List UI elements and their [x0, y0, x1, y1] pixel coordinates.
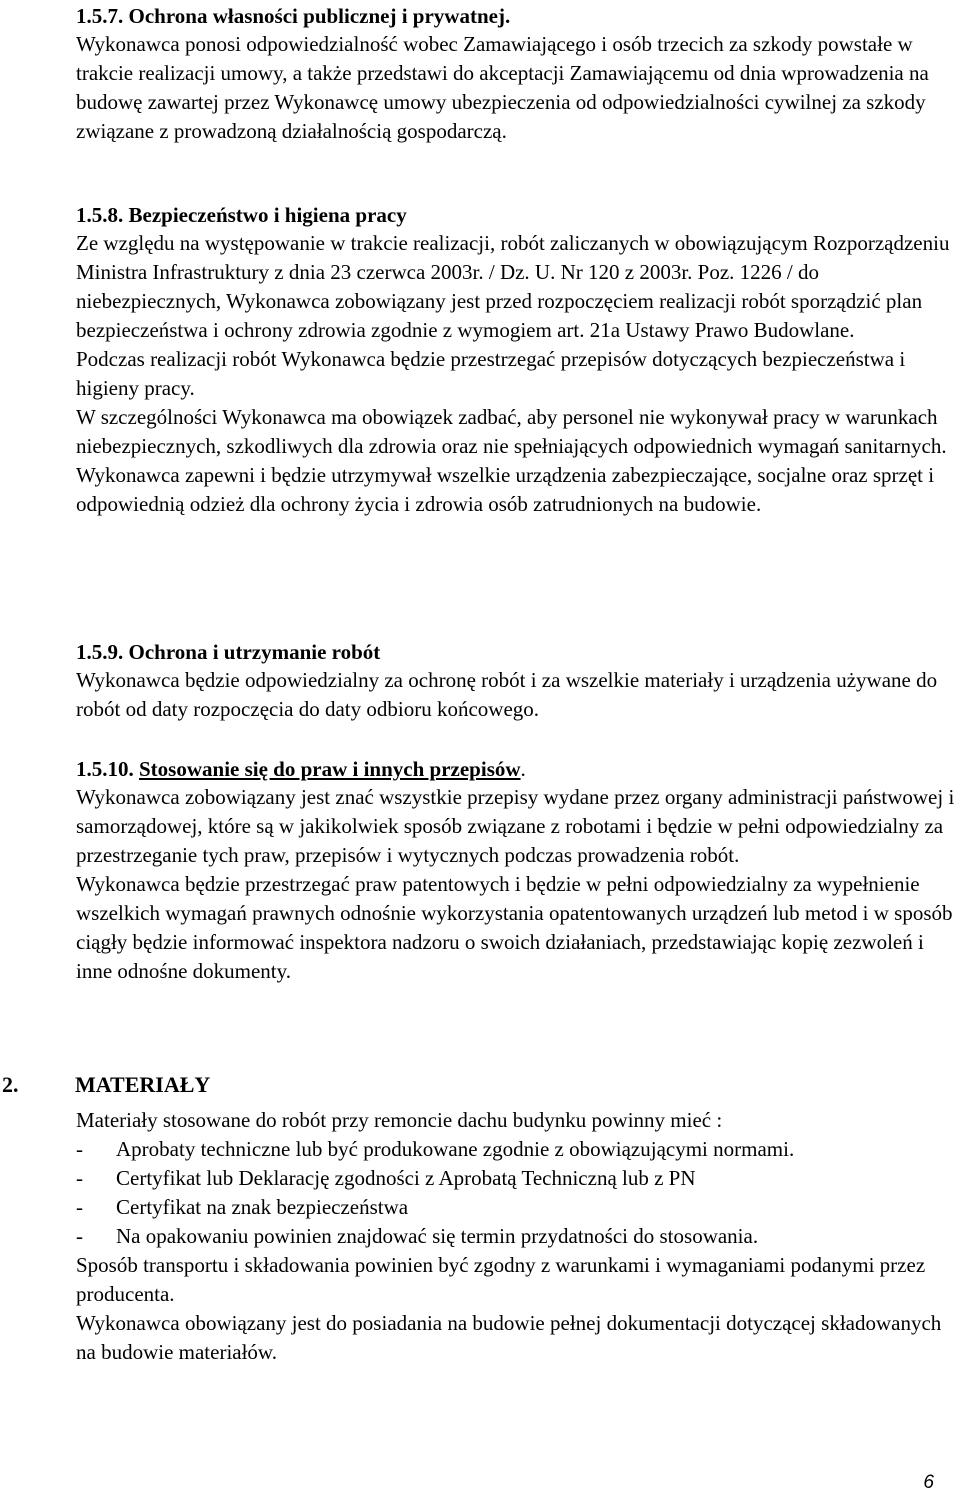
section-heading-tail: . [520, 757, 526, 781]
section-1-5-8 [76, 201, 958, 519]
section-1-5-10 [76, 755, 958, 986]
dash-bullet: - [76, 1195, 83, 1219]
section-heading-number: 1.5.10. [76, 757, 134, 781]
section-heading: 1.5.9. Ochrona i utrzymanie robót [76, 640, 381, 664]
chapter-title: MATERIAŁY [75, 1072, 211, 1097]
page-number: 6 [923, 1472, 934, 1493]
section-1-5-9 [76, 638, 958, 724]
section-heading-text: Stosowanie się do praw i innych przepisów [139, 757, 521, 781]
list-item [76, 1135, 958, 1164]
paragraph: Ze względu na występowanie w trakcie realizacji, robót zaliczanych w obowiązującym Rozporządzeniu Ministra Infrastruktury z dnia 23 czerwca 2003r. / Dz. U. Nr 120 z 2003r. Poz. 1226 / do niebezpiecznych, Wykonawca zobowiązany jest przed rozpoczęciem realizacji robót sporządzić plan bezpieczeństwa i ochrony zdrowia zgodnie z wymogiem art. 21a Ustawy Prawo Budowlane. [76, 231, 950, 342]
dash-bullet: - [76, 1224, 83, 1248]
section-heading: 1.5.8. Bezpieczeństwo i higiena pracy [76, 203, 407, 227]
paragraph: W szczególności Wykonawca ma obowiązek zadbać, aby personel nie wykonywał pracy w warunkach niebezpiecznych, szkodliwych dla zdrowia oraz nie spełniających odpowiednich wymagań sanitarnych. [76, 405, 947, 458]
paragraph: Wykonawca obowiązany jest do posiadania na budowie pełnej dokumentacji dotyczącej składowanych na budowie materiałów. [76, 1311, 942, 1364]
list-item-text: Aprobaty techniczne lub być produkowane zgodnie z obowiązującymi normami. [116, 1137, 795, 1161]
section-heading: 1.5.7. Ochrona własności publicznej i prywatnej. [76, 4, 511, 28]
list-item-text: Na opakowaniu powinien znajdować się termin przydatności do stosowania. [116, 1224, 759, 1248]
section-1-5-7 [76, 2, 958, 146]
dash-bullet: - [76, 1166, 83, 1190]
requirements-list [76, 1135, 958, 1251]
list-item [76, 1222, 958, 1251]
list-item-text: Certyfikat na znak bezpieczeństwa [116, 1195, 409, 1219]
paragraph: Wykonawca zobowiązany jest znać wszystkie przepisy wydane przez organy administracji państwowej i samorządowej, które są w jakikolwiek sposób związane z robotami i będzie w pełni odpowiedzialny za przestrzeganie tych praw, przepisów i wytycznych podczas prowadzenia robót. [76, 785, 955, 867]
list-item [76, 1164, 958, 1193]
dash-bullet: - [76, 1137, 83, 1161]
paragraph: Podczas realizacji robót Wykonawca będzie przestrzegać przepisów dotyczących bezpieczeństwa i higieny pracy. [76, 347, 906, 400]
paragraph: Wykonawca będzie odpowiedzialny za ochronę robót i za wszelkie materiały i urządzenia używane do robót od daty rozpoczęcia do daty odbioru końcowego. [76, 668, 938, 721]
paragraph: Wykonawca będzie przestrzegać praw patentowych i będzie w pełni odpowiedzialny za wypełnienie wszelkich wymagań prawnych odnośnie wykorzystania opatentowanych urządzeń lub metod i w sposób ciągły będzie informować inspektora nadzoru o swoich działaniach, przedstawiając kopię zezwoleń i inne odnośne dokumenty. [76, 872, 953, 983]
paragraph: Sposób transportu i składowania powinien być zgodny z warunkami i wymaganiami podanymi przez producenta. [76, 1253, 926, 1306]
chapter-number: 2. [2, 1072, 19, 1097]
paragraph: Wykonawca ponosi odpowiedzialność wobec Zamawiającego i osób trzecich za szkody powstałe w trakcie realizacji umowy, a także przedstawi do akceptacji Zamawiającemu od dnia wprowadzenia na budowę zawartej przez Wykonawcę umowy ubezpieczenia od odpowiedzialności cywilnej za szkody związane z prowadzoną działalnością gospodarczą. [76, 32, 929, 143]
intro-paragraph: Materiały stosowane do robót przy remoncie dachu budynku powinny mieć : [76, 1108, 723, 1132]
section-heading [76, 755, 958, 783]
paragraph: Wykonawca zapewni i będzie utrzymywał wszelkie urządzenia zabezpieczające, socjalne oraz sprzęt i odpowiednią odzież dla ochrony życia i zdrowia osób zatrudnionych na budowie. [76, 463, 935, 516]
chapter-heading [0, 1070, 400, 1100]
section-2-materialy [76, 1106, 958, 1367]
list-item-text: Certyfikat lub Deklarację zgodności z Aprobatą Techniczną lub z PN [116, 1166, 696, 1190]
list-item [76, 1193, 958, 1222]
